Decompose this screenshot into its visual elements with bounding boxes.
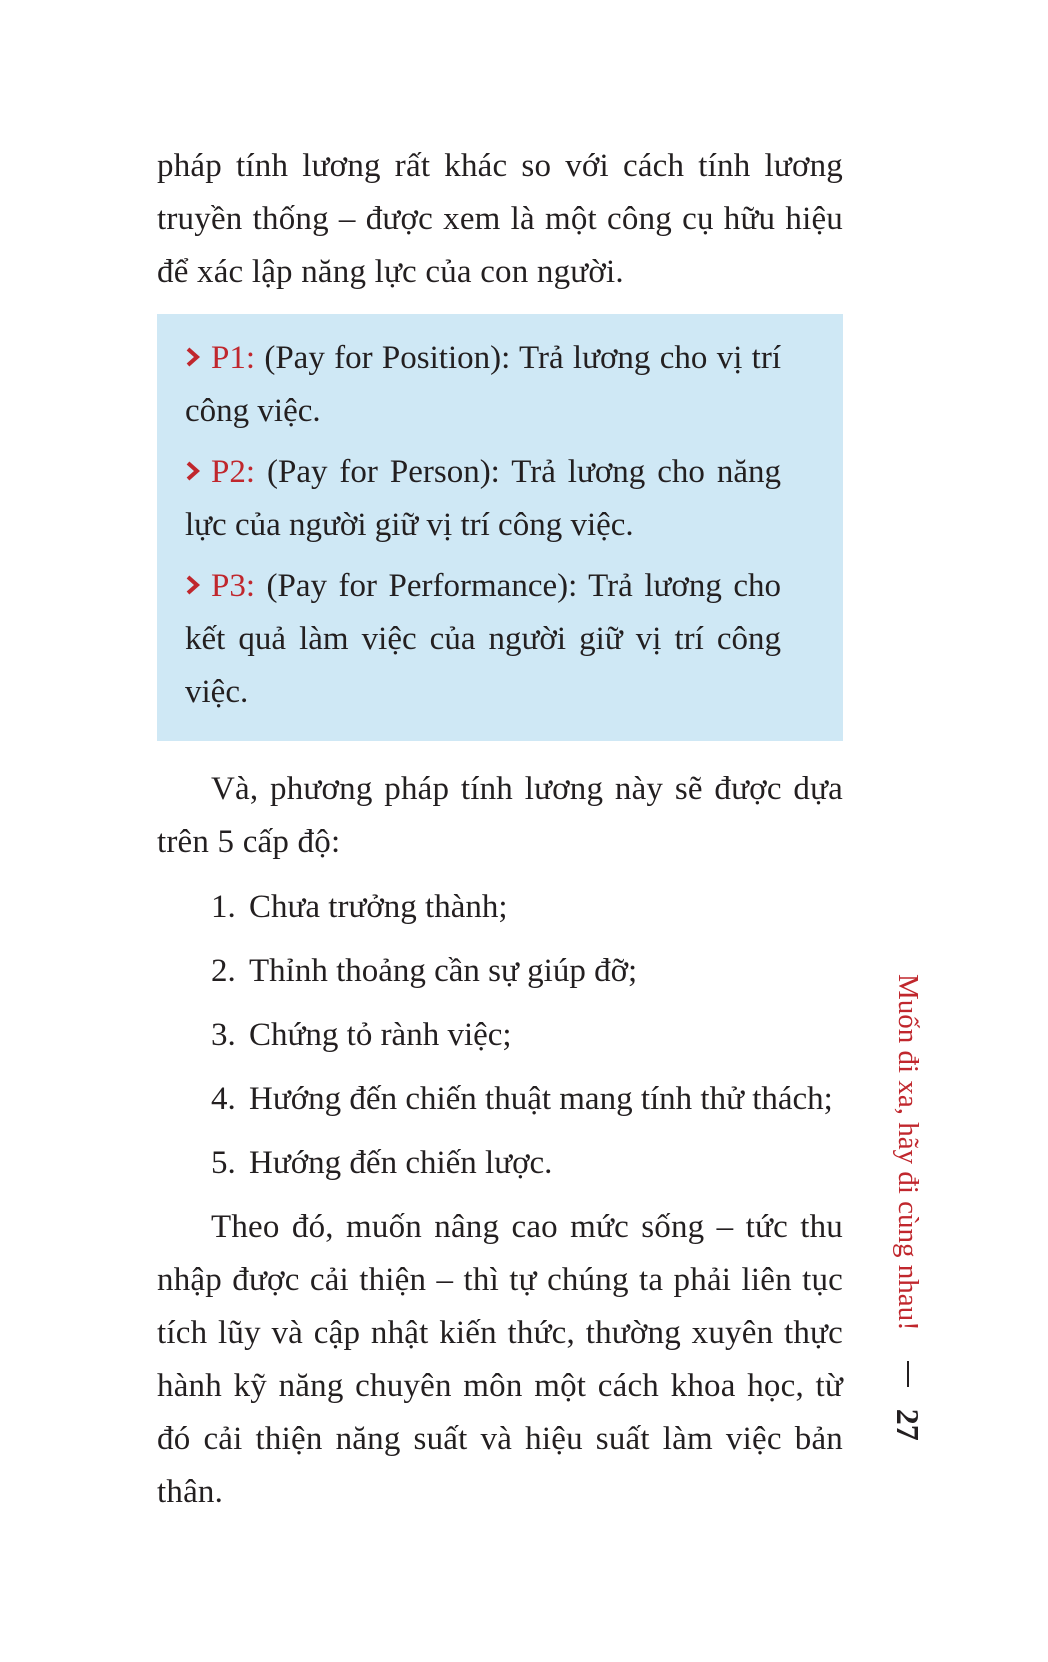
list-item-number: 1.	[211, 889, 236, 925]
list-item-text: Hướng đến chiến thuật mang tính thử thách;	[249, 1081, 833, 1117]
chevron-right-icon	[185, 575, 201, 595]
list-item-text: Chưa trưởng thành;	[249, 889, 508, 925]
callout-key: P2:	[211, 454, 256, 490]
list-item-number: 3.	[211, 1017, 236, 1053]
running-header	[891, 974, 925, 1441]
text-column	[157, 140, 843, 1519]
callout-key: P3:	[211, 568, 256, 604]
levels-list	[157, 881, 843, 1190]
list-item-number: 5.	[211, 1145, 236, 1181]
list-item	[211, 1073, 843, 1126]
callout-item-p2	[185, 446, 781, 552]
list-item-text: Hướng đến chiến lược.	[249, 1145, 553, 1181]
callout-text: (Pay for Person): Trả lương cho năng lực của người giữ vị trí công việc.	[185, 454, 781, 543]
conclusion-paragraph: Theo đó, muốn nâng cao mức sống – tức thu nhập được cải thiện – thì tự chúng ta phải liên tục tích lũy và cập nhật kiến thức, thường xuyên thực hành kỹ năng chuyên môn một cách khoa học, từ đó cải thiện năng suất và hiệu suất làm việc bản thân.	[157, 1209, 843, 1510]
intro-paragraph: pháp tính lương rất khác so với cách tính lương truyền thống – được xem là một công cụ hữu hiệu để xác lập năng lực của con người.	[157, 148, 843, 290]
list-item-number: 2.	[211, 953, 236, 989]
book-title: Muốn đi xa, hãy đi cùng nhau!	[892, 974, 924, 1331]
page-number: 27	[890, 1408, 926, 1441]
header-divider	[907, 1361, 909, 1387]
list-item	[211, 881, 843, 934]
callout-box	[157, 314, 843, 741]
chevron-right-icon	[185, 461, 201, 481]
list-item-text: Chứng tỏ rành việc;	[249, 1017, 512, 1053]
callout-key: P1:	[211, 340, 256, 376]
list-item	[211, 945, 843, 998]
chevron-right-icon	[185, 347, 201, 367]
list-item	[211, 1137, 843, 1190]
callout-text: (Pay for Position): Trả lương cho vị trí công việc.	[185, 340, 781, 429]
levels-intro-paragraph: Và, phương pháp tính lương này sẽ được dựa trên 5 cấp độ:	[157, 771, 843, 860]
callout-item-p3	[185, 560, 781, 719]
list-item-text: Thỉnh thoảng cần sự giúp đỡ;	[249, 953, 638, 989]
callout-item-p1	[185, 332, 781, 438]
list-item-number: 4.	[211, 1081, 236, 1117]
list-item	[211, 1009, 843, 1062]
callout-text: (Pay for Performance): Trả lương cho kết quả làm việc của người giữ vị trí công việc.	[185, 568, 781, 710]
